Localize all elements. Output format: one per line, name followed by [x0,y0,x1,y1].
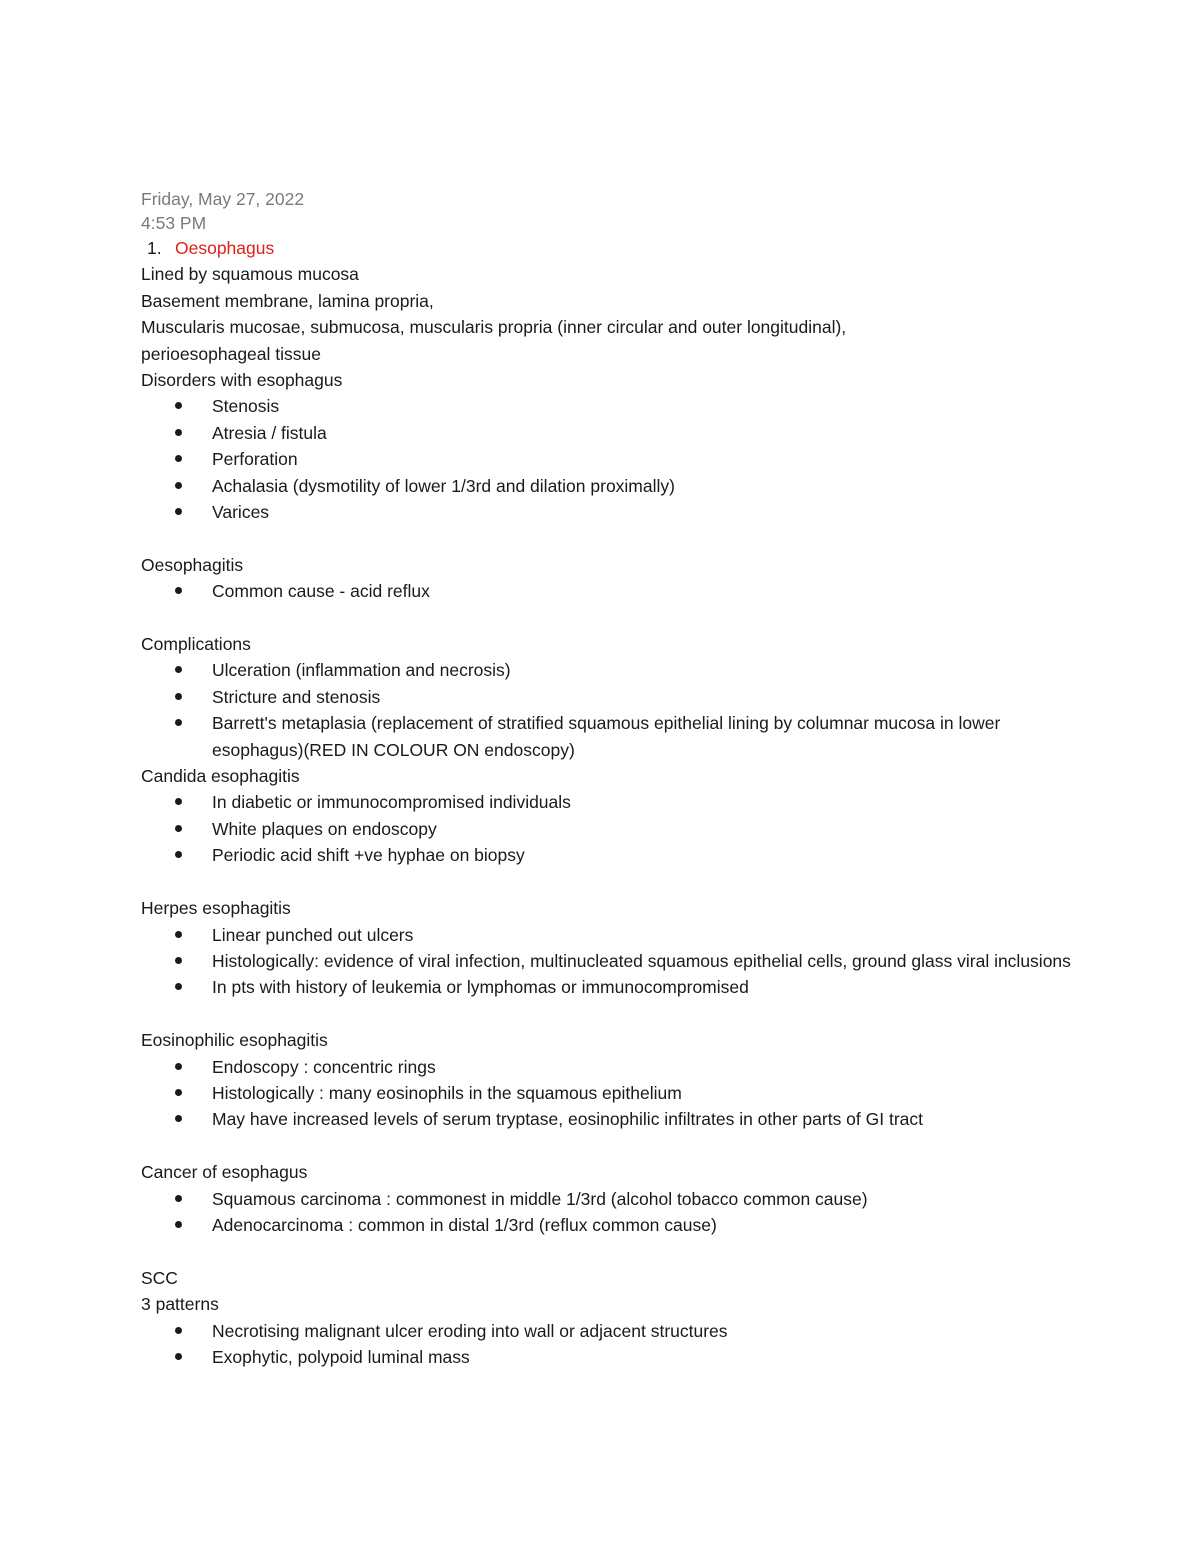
bullet-icon [175,798,182,805]
intro-line: Muscularis mucosae, submucosa, muscularis propria (inner circular and outer longitudinal), [141,317,847,338]
disorders-list [141,393,1071,525]
section-title-candida: Candida esophagitis [141,766,300,787]
complications-list [141,657,1071,763]
section-title-eosinophilic: Eosinophilic esophagitis [141,1030,328,1051]
list-item: May have increased levels of serum tryptase, eosinophilic infiltrates in other parts of GI tract [141,1106,1071,1132]
list-item: White plaques on endoscopy [141,816,1071,842]
bullet-icon [175,482,182,489]
blank-line [141,1133,1071,1159]
list-item: Adenocarcinoma : common in distal 1/3rd (reflux common cause) [141,1212,1071,1238]
intro-line: perioesophageal tissue [141,343,321,364]
blank-line [141,869,1071,895]
blank-line [141,525,1071,551]
list-item: Varices [141,499,1071,525]
list-item: Stenosis [141,393,1071,419]
note-content [141,187,1071,1370]
intro-line: Disorders with esophagus [141,370,343,391]
section-title-oesophagitis: Oesophagitis [141,554,244,575]
section-title-herpes: Herpes esophagitis [141,898,291,919]
bullet-icon [175,1063,182,1070]
bullet-icon [175,1327,182,1334]
bullet-icon [175,1115,182,1122]
list-item: Linear punched out ulcers [141,922,1071,948]
bullet-icon [175,1089,182,1096]
section-heading [141,235,1071,261]
bullet-icon [175,429,182,436]
note-time: 4:53 PM [141,213,207,233]
bullet-icon [175,719,182,726]
list-item: Ulceration (inflammation and necrosis) [141,657,1071,683]
bullet-icon [175,666,182,673]
intro-line: Lined by squamous mucosa [141,264,359,285]
section-subtitle-scc: 3 patterns [141,1294,219,1315]
list-item: In pts with history of leukemia or lymphomas or immunocompromised [141,974,1071,1000]
list-item: Atresia / fistula [141,420,1071,446]
bullet-icon [175,1353,182,1360]
list-item: Histologically: evidence of viral infection, multinucleated squamous epithelial cells, ground glass viral inclusions [141,948,1071,974]
note-date: Friday, May 27, 2022 [141,189,305,209]
bullet-icon [175,693,182,700]
list-item: Barrett's metaplasia (replacement of stratified squamous epithelial lining by columnar mucosa in lower esophagus)(RED IN COLOUR ON endoscopy) [141,710,1071,763]
section-title-cancer: Cancer of esophagus [141,1162,308,1183]
section-title-complications: Complications [141,634,251,655]
list-item: Necrotising malignant ulcer eroding into wall or adjacent structures [141,1318,1071,1344]
intro-line: Basement membrane, lamina propria, [141,290,434,311]
bullet-icon [175,508,182,515]
blank-line [141,1238,1071,1264]
eosinophilic-list [141,1054,1071,1133]
oesophagitis-list [141,578,1071,604]
list-item: Common cause - acid reflux [141,578,1071,604]
list-item: Histologically : many eosinophils in the squamous epithelium [141,1080,1071,1106]
bullet-icon [175,957,182,964]
heading-title: Oesophagus [175,238,275,258]
bullet-icon [175,1221,182,1228]
scc-list [141,1318,1071,1371]
candida-list [141,789,1071,868]
bullet-icon [175,1195,182,1202]
section-title-scc: SCC [141,1267,178,1288]
blank-line [141,605,1071,631]
bullet-icon [175,402,182,409]
bullet-icon [175,851,182,858]
bullet-icon [175,455,182,462]
list-item: Achalasia (dysmotility of lower 1/3rd and dilation proximally) [141,473,1071,499]
list-item: Exophytic, polypoid luminal mass [141,1344,1071,1370]
list-item: Perforation [141,446,1071,472]
bullet-icon [175,983,182,990]
bullet-icon [175,931,182,938]
list-item: Squamous carcinoma : commonest in middle 1/3rd (alcohol tobacco common cause) [141,1186,1071,1212]
cancer-list [141,1186,1071,1239]
bullet-icon [175,587,182,594]
blank-line [141,1001,1071,1027]
list-item: Periodic acid shift +ve hyphae on biopsy [141,842,1071,868]
heading-number: 1. [147,238,162,258]
list-item: Stricture and stenosis [141,684,1071,710]
herpes-list [141,922,1071,1001]
bullet-icon [175,825,182,832]
list-item: Endoscopy : concentric rings [141,1054,1071,1080]
list-item: In diabetic or immunocompromised individuals [141,789,1071,815]
